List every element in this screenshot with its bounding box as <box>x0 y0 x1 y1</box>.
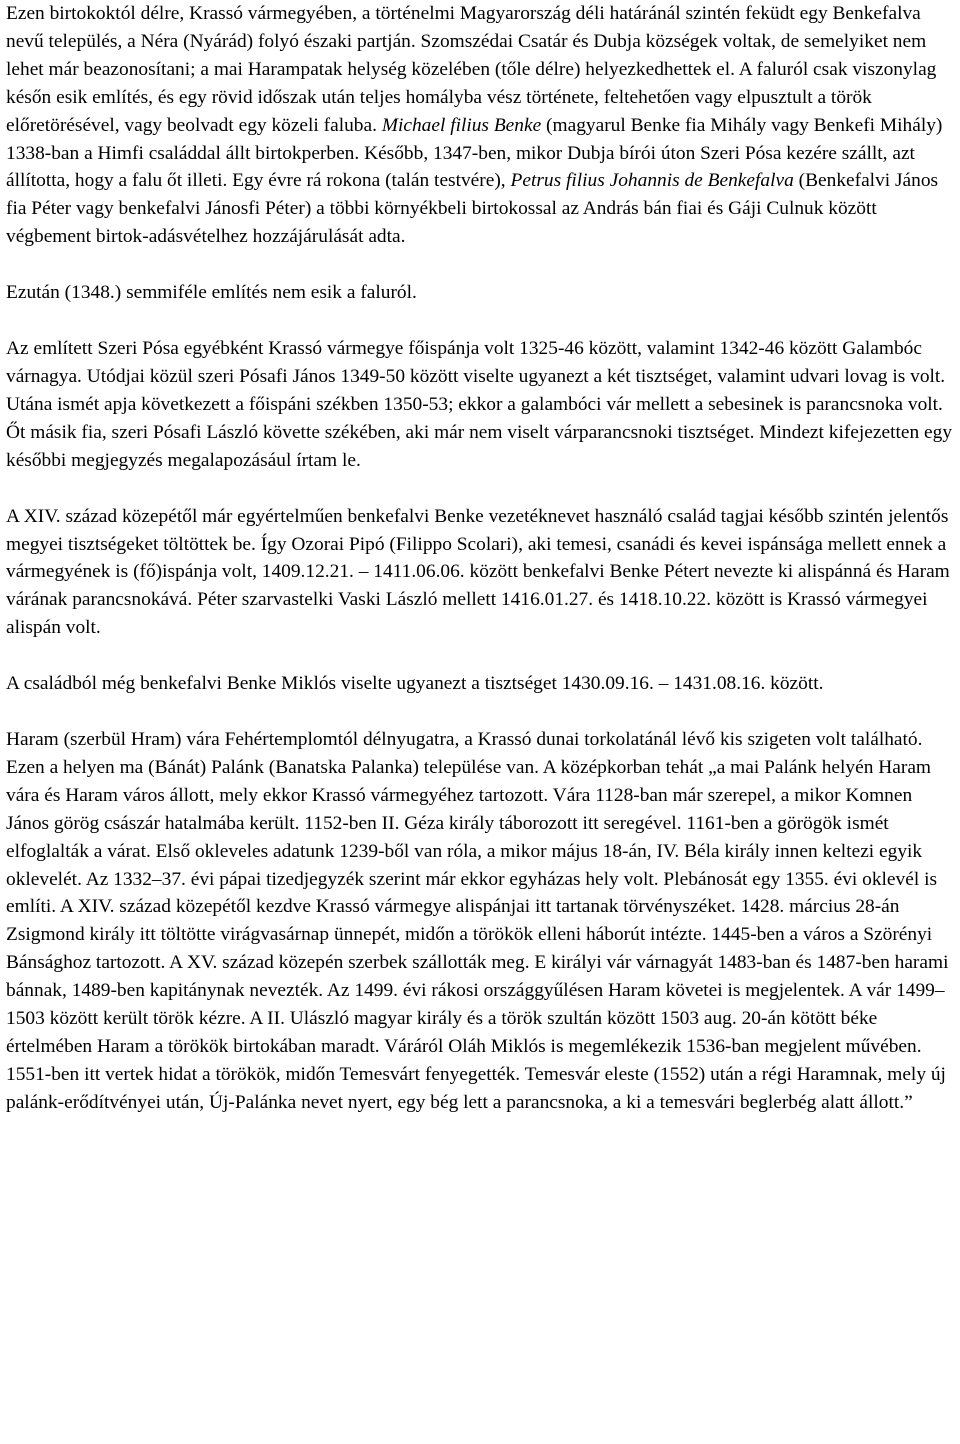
latin-name-petrus: Petrus filius Johannis de Benkefalva <box>510 170 794 192</box>
paragraph-xiv-szazad <box>6 503 956 643</box>
paragraph-haram <box>6 726 956 1117</box>
paragraph-text: (Benkefalvi János fia Péter vagy benkefalvi Jánosfi Péter) a többi környékbeli birtokossal az András bán fiai és Gáji Culnuk között végbement birtok-adásvételhez hozzájárulását adta. <box>6 170 939 248</box>
paragraph-benke-miklos <box>6 670 956 698</box>
paragraph-text: A családból még benkefalvi Benke Miklós viselte ugyanezt a tisztséget 1430.09.16. – 1431.08.16. között. <box>6 673 824 695</box>
paragraph-benkefalva <box>6 0 956 251</box>
document-page <box>6 0 956 1145</box>
latin-name-michael: Michael filius Benke <box>381 114 542 136</box>
paragraph-text: Ezután (1348.) semmiféle említés nem esik a faluról. <box>6 282 417 304</box>
paragraph-text: Ezen birtokoktól délre, Krassó vármegyében, a történelmi Magyarország déli határánál szintén feküdt egy Benkefalva nevű település, a Néra (Nyárád) folyó északi partján. Szomszédai Csatár és Dubja községek voltak, de semelyiket nem lehet már beazonosítani; a mai Harampatak helység közelében (tőle délre) helyezkedhettek el. A faluról csak viszonylag későn esik említés, és egy rövid időszak után teljes homályba vész története, feltehetően vagy elpusztult a török előretörésével, vagy beolvadt egy közeli faluba. <box>6 3 937 136</box>
paragraph-text: A XIV. század közepétől már egyértelműen benkefalvi Benke vezetéknevet használó család tagjai később szintén jelentős megyei tisztségeket töltöttek be. Így Ozorai Pipó (Filippo Scolari), aki temesi, csanádi és kevei ispánsága mellett ennek a vármegyének is (fő)ispánja volt, 1409.12.21. – 1411.06.06. között benkefalvi Benke Pétert nevezte ki alispánná és Haram várának parancsnokává. Péter szarvastelki Vaski László mellett 1416.01.27. és 1418.10.22. között is Krassó vármegyei alispán volt. <box>6 505 950 639</box>
paragraph-szeri-posa <box>6 335 956 475</box>
paragraph-text: Az említett Szeri Pósa egyébként Krassó vármegye főispánja volt 1325-46 között, valamint 1342-46 között Galambóc várnagya. Utódjai közül szeri Pósafi János 1349-50 között viselte ugyanezt a két tisztséget, valamint udvari lovag is volt. Utána ismét apja következett a főispáni székben 1350-53; ekkor a galambóci vár mellett a sebesinek is parancsnoka volt. Őt másik fia, szeri Pósafi László követte székében, aki már nem viselt várparancsnoki tisztséget. Mindezt kifejezetten egy későbbi megjegyzés megalapozásául írtam le. <box>6 338 953 471</box>
paragraph-ezutan <box>6 279 956 307</box>
paragraph-text: (magyarul Benke fia Mihály vagy Benkefi Mihály) 1338-ban a Himfi családdal állt birtokperben. Később, 1347-ben, mikor Dubja bírói úton Szeri Pósa kezére szállt, azt állította, hogy a falu őt illeti. Egy évre rá rokona (talán testvére), <box>6 114 943 192</box>
paragraph-text: Haram (szerbül Hram) vára Fehértemplomtól délnyugatra, a Krassó dunai torkolatánál lévő kis szigeten volt található. Ezen a helyen ma (Bánát) Palánk (Banatska Palanka) települése van. A középkorban tehát „a mai Palánk helyén Haram vára és Haram város állott, mely ekkor Krassó vármegyéhez tartozott. Vára 1128-ban már szerepel, a mikor Komnen János görög császár hatalmába került. 1152-ben II. Géza király táborozott itt seregével. 1161-ben a görögök ismét elfoglalták a várat. Első okleveles adatunk 1239-ből van róla, a mikor május 18-án, IV. Béla király innen keltezi egyik oklevelét. Az 1332–37. évi pápai tizedjegyzék szerint már ekkor egyházas hely volt. Plebánosát egy 1355. évi oklevél is említi. A XIV. század közepétől kezdve Krassó vármegye alispánjai itt tartanak törvényszéket. 1428. március 28-án Zsigmond király itt töltötte virágvasárnap ünnepét, midőn a törökök elleni háborút intézte. 1445-ben a város a Szörényi Bánsághoz tartozott. A XV. század közepén szerbek szállották meg. E királyi vár várnagyát 1483-ban és 1487-ben harami bánnak, 1489-ben kapitánynak nevezték. Az 1499. évi rákosi országgyűlésen Haram követei is megjelentek. A vár 1499–1503 között került török kézre. A II. Ulászló magyar király és a török szultán között 1503 aug. 20-án kötött béke értelmében Haram a törökök birtokában maradt. Váráról Oláh Miklós is megemlékezik 1536-ban megjelent művében. 1551-ben itt vertek hidat a törökök, midőn Temesvárt fenyegették. Temesvár eleste (1552) után a régi Haramnak, mely új palánk-erődítvényei után, Új-Palánka nevet nyert, egy bég lett a parancsnoka, a ki a temesvári beglerbég alatt állott.” <box>6 729 949 1113</box>
